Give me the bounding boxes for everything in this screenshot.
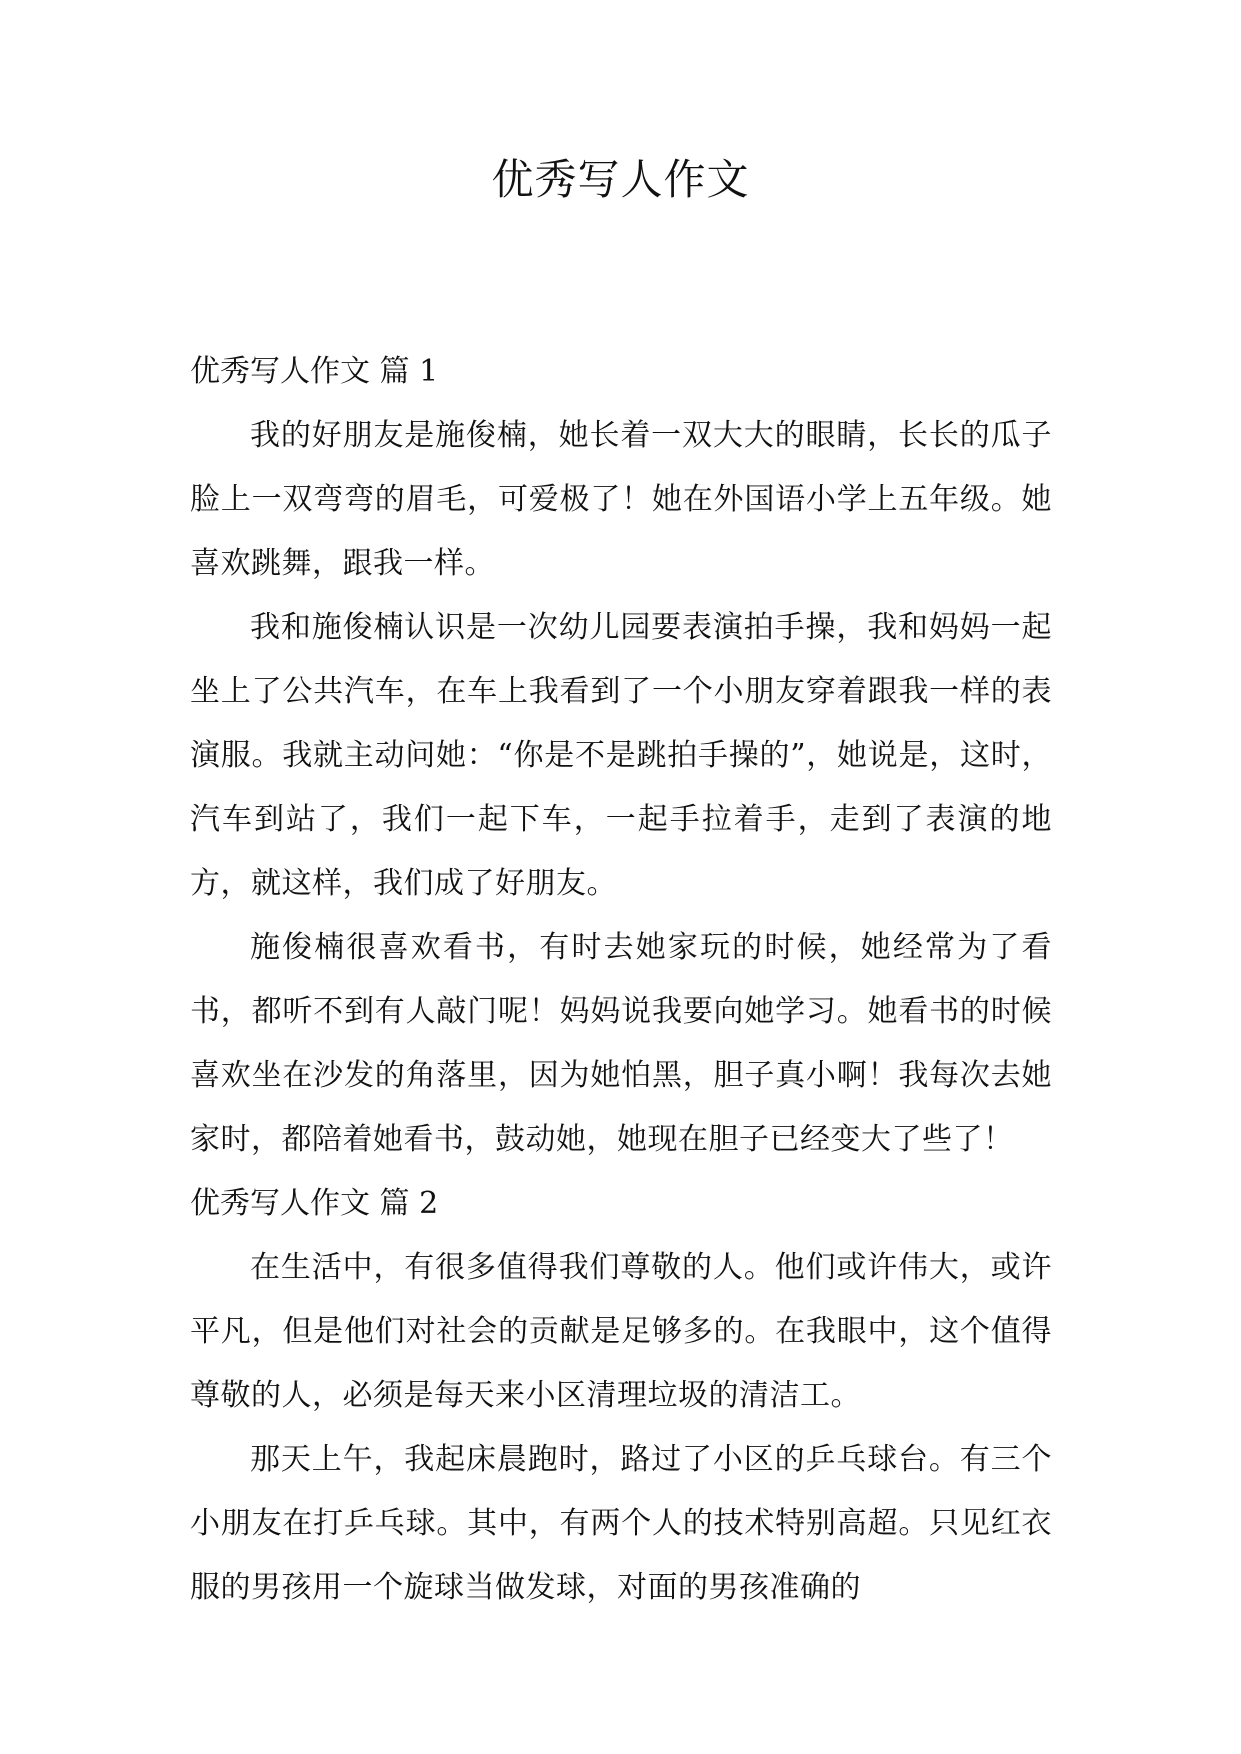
document-body [190, 340, 1052, 1620]
document-title: 优秀写人作文 [491, 155, 750, 204]
section-2-paragraph-2: 那天上午，我起床晨跑时，路过了小区的乒乓球台。有三个小朋友在打乒乓球。其中，有两个人的技术特别高超。只见红衣服的男孩用一个旋球当做发球，对面的男孩准确的 [190, 1442, 1052, 1605]
section-2-paragraph-1: 在生活中，有很多值得我们尊敬的人。他们或许伟大，或许平凡，但是他们对社会的贡献是足够多的。在我眼中，这个值得尊敬的人，必须是每天来小区清理垃圾的清洁工。 [190, 1250, 1052, 1413]
section-1-paragraph-3: 施俊楠很喜欢看书，有时去她家玩的时候，她经常为了看书，都听不到有人敲门呢！妈妈说我要向她学习。她看书的时候喜欢坐在沙发的角落里，因为她怕黑，胆子真小啊！我每次去她家时，都陪着她看书，鼓动她，她现在胆子已经变大了些了！ [190, 930, 1052, 1157]
section-heading-1: 优秀写人作文 篇 1 [190, 354, 439, 389]
section-heading-2: 优秀写人作文 篇 2 [190, 1186, 439, 1221]
section-1-paragraph-2: 我和施俊楠认识是一次幼儿园要表演拍手操，我和妈妈一起坐上了公共汽车，在车上我看到了一个小朋友穿着跟我一样的表演服。我就主动问她：“你是不是跳拍手操的”，她说是，这时，汽车到站了，我们一起下车，一起手拉着手，走到了表演的地方，就这样，我们成了好朋友。 [190, 610, 1052, 901]
section-1-paragraph-1: 我的好朋友是施俊楠，她长着一双大大的眼睛，长长的瓜子脸上一双弯弯的眉毛，可爱极了！她在外国语小学上五年级。她喜欢跳舞，跟我一样。 [190, 418, 1052, 581]
